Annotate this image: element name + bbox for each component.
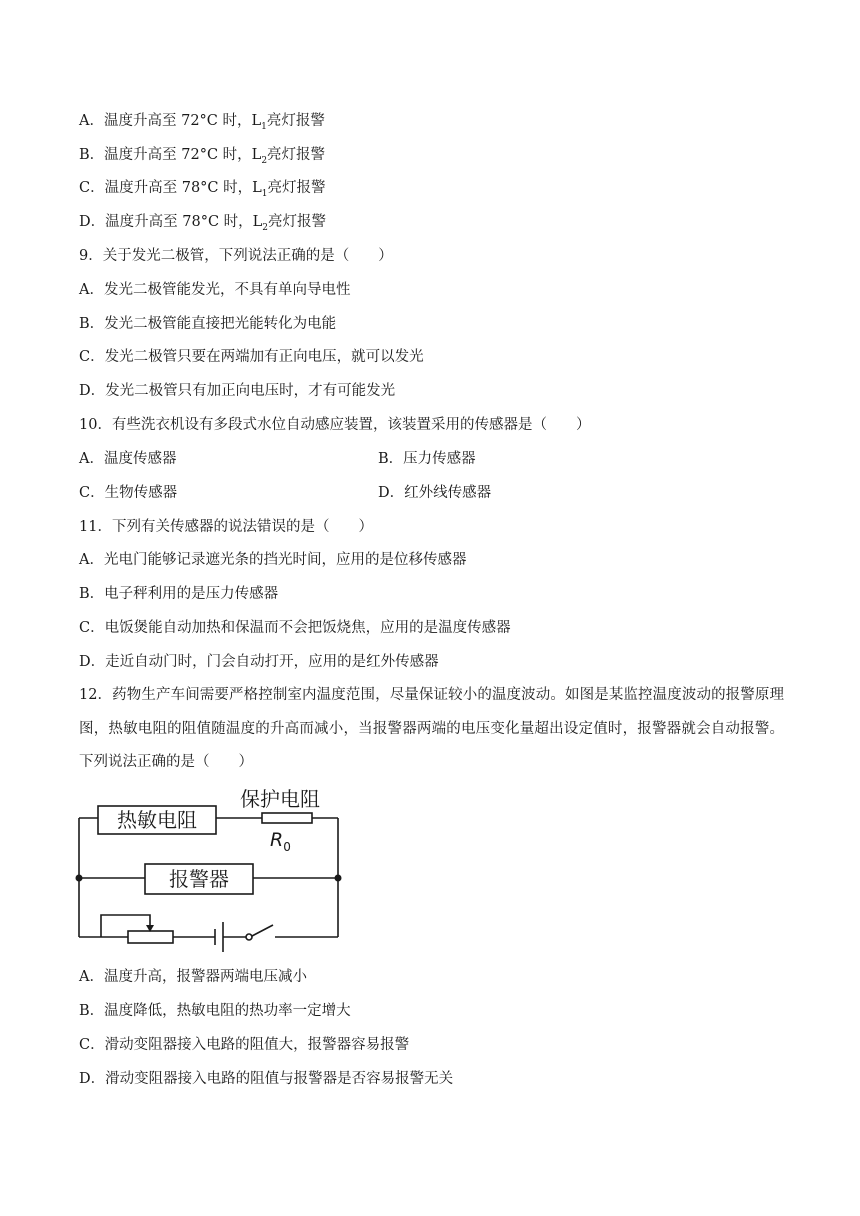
- alarm-label: 报警器: [169, 867, 229, 891]
- circuit-diagram: [70, 782, 355, 952]
- protect-resistor-label: 保护电阻: [240, 787, 320, 811]
- q10-option-d: D．红外线传感器: [378, 485, 492, 501]
- rheostat: [128, 931, 173, 943]
- junction-right: [335, 875, 342, 882]
- rheostat-slider: [101, 915, 150, 937]
- q12-option-a: A．温度升高，报警器两端电压减小: [79, 969, 307, 985]
- q10-option-b: B．压力传感器: [378, 451, 476, 467]
- switch-lever: [252, 925, 273, 936]
- q9-option-c: C．发光二极管只要在两端加有正向电压，就可以发光: [79, 349, 424, 365]
- junction-left: [76, 875, 83, 882]
- q8-option-b: B．温度升高至 72°C 时，$L_2$亮灯报警: [79, 147, 326, 166]
- thermistor-label: 热敏电阻: [117, 808, 197, 832]
- q11-option-a: A．光电门能够记录遮光条的挡光时间，应用的是位移传感器: [79, 552, 467, 568]
- q9-option-a: A．发光二极管能发光，不具有单向导电性: [79, 282, 351, 298]
- q11-option-d: D．走近自动门时，门会自动打开，应用的是红外传感器: [79, 654, 439, 670]
- q9-option-d: D．发光二极管只有加正向电压时，才有可能发光: [79, 383, 396, 399]
- protective-resistor: [262, 813, 312, 823]
- r0-label: $R_0$: [270, 829, 291, 854]
- q10-option-c: C．生物传感器: [79, 485, 178, 501]
- q12-option-d: D．滑动变阻器接入电路的阻值与报警器是否容易报警无关: [79, 1071, 454, 1087]
- q8-option-c: C．温度升高至 78°C 时，$L_1$亮灯报警: [79, 180, 326, 199]
- q10-option-a: A．温度传感器: [79, 451, 177, 467]
- q9-option-b: B．发光二极管能直接把光能转化为电能: [79, 316, 337, 332]
- q12-option-b: B．温度降低，热敏电阻的热功率一定增大: [79, 1003, 351, 1019]
- q11-stem: 11．下列有关传感器的说法错误的是（ ）: [79, 519, 373, 535]
- q12-option-c: C．滑动变阻器接入电路的阻值大，报警器容易报警: [79, 1037, 410, 1053]
- q10-stem: 10．有些洗衣机设有多段式水位自动感应装置，该装置采用的传感器是（ ）: [79, 417, 591, 433]
- q12-stem: 12．药物生产车间需要严格控制室内温度范围，尽量保证较小的温度波动。如图是某监控温度波动的报警原理图，热敏电阻的阻值随温度的升高而减小，当报警器两端的电压变化量超出设定值时，报警器就会自动报警。下列说法正确的是（ ）: [79, 687, 784, 770]
- q9-stem: 9．关于发光二极管，下列说法正确的是（ ）: [79, 248, 393, 264]
- switch-contact: [246, 934, 252, 940]
- q8-option-d: D．温度升高至 78°C 时，$L_2$亮灯报警: [79, 214, 327, 233]
- q11-option-c: C．电饭煲能自动加热和保温而不会把饭烧焦，应用的是温度传感器: [79, 620, 511, 636]
- q8-option-a: A．温度升高至 72°C 时，$L_1$亮灯报警: [79, 113, 325, 132]
- q11-option-b: B．电子秤利用的是压力传感器: [79, 586, 279, 602]
